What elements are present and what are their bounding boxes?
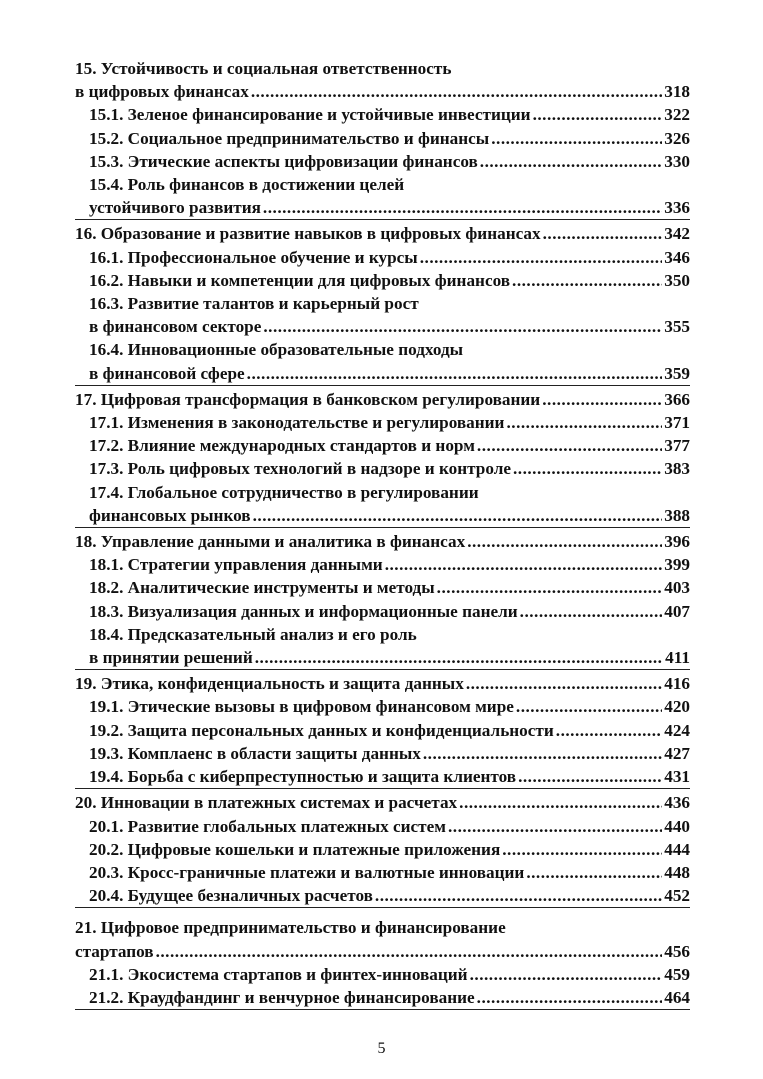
section-title-text: 19.3. Комплаенс в области защиты данных bbox=[89, 743, 421, 763]
section-title-text: 18.4. Предсказательный анализ и его роль bbox=[89, 624, 417, 644]
section-title-line bbox=[75, 338, 690, 361]
leader-dots bbox=[437, 576, 663, 599]
chapter-title-text: 16. Образование и развитие навыков в цифровых финансах bbox=[75, 224, 541, 244]
leader-dots bbox=[516, 695, 662, 718]
section-entry[interactable] bbox=[75, 986, 690, 1009]
section-title-line bbox=[75, 292, 690, 315]
leader-dots bbox=[385, 553, 663, 576]
leader-dots bbox=[518, 765, 662, 788]
section-title-text: 17.3. Роль цифровых технологий в надзоре и контроле bbox=[89, 459, 511, 479]
section-page-number: 411 bbox=[665, 648, 690, 668]
table-of-contents bbox=[75, 55, 690, 1010]
leader-dots bbox=[526, 861, 662, 884]
toc-chapter bbox=[75, 388, 690, 528]
section-title-text: в финансовой сфере bbox=[89, 363, 245, 383]
chapter-title-text: 21. Цифровое предпринимательство и финансирование bbox=[75, 918, 506, 938]
chapter-title-text: 20. Инновации в платежных системах и расчетах bbox=[75, 793, 458, 813]
section-entry[interactable] bbox=[75, 742, 690, 765]
toc-chapter bbox=[75, 791, 690, 908]
leader-dots bbox=[263, 196, 662, 219]
section-entry[interactable] bbox=[75, 434, 690, 457]
section-page-number: 350 bbox=[664, 270, 690, 290]
chapter-page-number: 436 bbox=[664, 793, 690, 813]
section-entry[interactable] bbox=[75, 600, 690, 623]
page-number: 5 bbox=[377, 1040, 386, 1057]
section-title-text: 20.4. Будущее безналичных расчетов bbox=[89, 886, 373, 906]
section-title-text: 18.3. Визуализация данных и информационные панели bbox=[89, 601, 518, 621]
section-title-text: 16.1. Профессиональное обучение и курсы bbox=[89, 247, 418, 267]
chapter-title-line bbox=[75, 57, 690, 80]
section-page-number: 346 bbox=[664, 247, 690, 267]
section-page-number: 464 bbox=[664, 987, 690, 1007]
section-title-text: 16.4. Инновационные образовательные подходы bbox=[89, 340, 464, 360]
section-entry[interactable] bbox=[75, 504, 690, 527]
section-title-text: 20.3. Кросс-граничные платежи и валютные инновации bbox=[89, 862, 525, 882]
chapter-title-text: стартапов bbox=[75, 941, 154, 961]
leader-dots bbox=[491, 127, 662, 150]
section-page-number: 383 bbox=[664, 459, 690, 479]
section-entry[interactable] bbox=[75, 411, 690, 434]
leader-dots bbox=[247, 362, 663, 385]
section-page-number: 322 bbox=[664, 105, 690, 125]
section-entry[interactable] bbox=[75, 457, 690, 480]
leader-dots bbox=[255, 646, 663, 669]
section-title-text: в финансовом секторе bbox=[89, 317, 262, 337]
section-title-line bbox=[75, 623, 690, 646]
section-entry[interactable] bbox=[75, 246, 690, 269]
leader-dots bbox=[375, 884, 662, 907]
section-title-text: 16.3. Развитие талантов и карьерный рост bbox=[89, 294, 419, 314]
section-page-number: 326 bbox=[664, 128, 690, 148]
leader-dots bbox=[533, 103, 663, 126]
section-entry[interactable] bbox=[75, 884, 690, 907]
section-page-number: 388 bbox=[664, 505, 690, 525]
leader-dots bbox=[263, 315, 662, 338]
section-page-number: 377 bbox=[664, 436, 690, 456]
section-entry[interactable] bbox=[75, 646, 690, 669]
section-title-text: 20.1. Развитие глобальных платежных систем bbox=[89, 816, 446, 836]
section-page-number: 359 bbox=[664, 363, 690, 383]
leader-dots bbox=[542, 388, 662, 411]
section-title-text: 16.2. Навыки и компетенции для цифровых финансов bbox=[89, 270, 511, 290]
chapter-entry[interactable] bbox=[75, 388, 690, 411]
section-entry[interactable] bbox=[75, 103, 690, 126]
leader-dots bbox=[556, 719, 662, 742]
leader-dots bbox=[543, 222, 663, 245]
chapter-title-line bbox=[75, 916, 690, 939]
section-title-text: 19.2. Защита персональных данных и конфиденциальности bbox=[89, 720, 554, 740]
section-page-number: 407 bbox=[664, 601, 690, 621]
section-title-text: 19.4. Борьба с киберпреступностью и защита клиентов bbox=[89, 767, 517, 787]
leader-dots bbox=[467, 530, 662, 553]
leader-dots bbox=[477, 986, 663, 1009]
toc-chapter bbox=[75, 222, 690, 385]
leader-dots bbox=[506, 411, 662, 434]
section-entry[interactable] bbox=[75, 838, 690, 861]
section-title-text: 19.1. Этические вызовы в цифровом финансовом мире bbox=[89, 697, 514, 717]
section-entry[interactable] bbox=[75, 861, 690, 884]
section-title-line bbox=[75, 173, 690, 196]
section-title-text: 17.4. Глобальное сотрудничество в регулировании bbox=[89, 482, 479, 502]
section-title-text: 21.2. Краудфандинг и венчурное финансирование bbox=[89, 987, 475, 1007]
leader-dots bbox=[423, 742, 662, 765]
chapter-entry[interactable] bbox=[75, 791, 690, 814]
section-entry[interactable] bbox=[75, 196, 690, 219]
section-page-number: 371 bbox=[664, 413, 690, 433]
toc-chapter bbox=[75, 530, 690, 670]
chapter-title-text: в цифровых финансах bbox=[75, 82, 249, 102]
section-entry[interactable] bbox=[75, 963, 690, 986]
section-entry[interactable] bbox=[75, 765, 690, 788]
section-entry[interactable] bbox=[75, 127, 690, 150]
chapter-page-number: 366 bbox=[664, 389, 690, 409]
leader-dots bbox=[253, 504, 663, 527]
section-title-line bbox=[75, 481, 690, 504]
section-entry[interactable] bbox=[75, 269, 690, 292]
section-page-number: 420 bbox=[664, 697, 690, 717]
section-entry[interactable] bbox=[75, 315, 690, 338]
section-entry[interactable] bbox=[75, 362, 690, 385]
section-page-number: 355 bbox=[664, 317, 690, 337]
leader-dots bbox=[512, 269, 662, 292]
toc-chapter bbox=[75, 57, 690, 220]
leader-dots bbox=[466, 672, 662, 695]
section-page-number: 444 bbox=[664, 839, 690, 859]
section-title-text: 15.2. Социальное предпринимательство и финансы bbox=[89, 128, 490, 148]
section-title-text: 18.2. Аналитические инструменты и методы bbox=[89, 578, 435, 598]
leader-dots bbox=[502, 838, 662, 861]
toc-chapter bbox=[75, 672, 690, 789]
leader-dots bbox=[420, 246, 662, 269]
leader-dots bbox=[480, 150, 662, 173]
chapter-page-number: 416 bbox=[664, 674, 690, 694]
section-entry[interactable] bbox=[75, 719, 690, 742]
section-title-text: устойчивого развития bbox=[89, 198, 261, 218]
section-entry[interactable] bbox=[75, 150, 690, 173]
chapter-entry[interactable] bbox=[75, 672, 690, 695]
leader-dots bbox=[520, 600, 663, 623]
chapter-entry[interactable] bbox=[75, 80, 690, 103]
section-title-text: финансовых рынков bbox=[89, 505, 251, 525]
section-page-number: 427 bbox=[664, 743, 690, 763]
chapter-title-text: 19. Этика, конфиденциальность и защита данных bbox=[75, 674, 464, 694]
section-title-text: 21.1. Экосистема стартапов и финтех-инноваций bbox=[89, 964, 468, 984]
chapter-page-number: 342 bbox=[664, 224, 690, 244]
section-page-number: 459 bbox=[664, 964, 690, 984]
section-entry[interactable] bbox=[75, 815, 690, 838]
chapter-title-text: 17. Цифровая трансформация в банковском регулировании bbox=[75, 389, 541, 409]
section-title-text: 15.4. Роль финансов в достижении целей bbox=[89, 175, 405, 195]
section-title-text: 20.2. Цифровые кошельки и платежные приложения bbox=[89, 839, 501, 859]
chapter-title-text: 15. Устойчивость и социальная ответственность bbox=[75, 59, 452, 78]
chapter-title-text: 18. Управление данными и аналитика в финансах bbox=[75, 532, 466, 552]
chapter-gap bbox=[75, 908, 690, 914]
section-page-number: 452 bbox=[664, 886, 690, 906]
section-title-text: 15.3. Этические аспекты цифровизации финансов bbox=[89, 151, 478, 171]
chapter-entry[interactable] bbox=[75, 530, 690, 553]
section-entry[interactable] bbox=[75, 576, 690, 599]
section-page-number: 448 bbox=[664, 862, 690, 882]
section-page-number: 336 bbox=[664, 198, 690, 218]
leader-dots bbox=[470, 963, 663, 986]
section-entry[interactable] bbox=[75, 695, 690, 718]
section-title-text: 17.1. Изменения в законодательстве и регулировании bbox=[89, 413, 505, 433]
section-page-number: 440 bbox=[664, 816, 690, 836]
section-page-number: 431 bbox=[664, 767, 690, 787]
chapter-entry[interactable] bbox=[75, 940, 690, 963]
section-page-number: 399 bbox=[664, 555, 690, 575]
section-page-number: 424 bbox=[664, 720, 690, 740]
leader-dots bbox=[513, 457, 662, 480]
section-page-number: 330 bbox=[664, 151, 690, 171]
section-title-text: 17.2. Влияние международных стандартов и норм bbox=[89, 436, 475, 456]
leader-dots bbox=[156, 940, 663, 963]
section-title-text: 18.1. Стратегии управления данными bbox=[89, 555, 383, 575]
chapter-entry[interactable] bbox=[75, 222, 690, 245]
toc-chapter bbox=[75, 916, 690, 1010]
chapter-page-number: 456 bbox=[664, 941, 690, 961]
section-page-number: 403 bbox=[664, 578, 690, 598]
leader-dots bbox=[459, 791, 662, 814]
chapter-page-number: 396 bbox=[664, 532, 690, 552]
leader-dots bbox=[448, 815, 662, 838]
leader-dots bbox=[477, 434, 662, 457]
chapter-page-number: 318 bbox=[664, 82, 690, 102]
section-title-text: 15.1. Зеленое финансирование и устойчивые инвестиции bbox=[89, 105, 531, 125]
section-entry[interactable] bbox=[75, 553, 690, 576]
leader-dots bbox=[251, 80, 662, 103]
section-title-text: в принятии решений bbox=[89, 648, 253, 668]
